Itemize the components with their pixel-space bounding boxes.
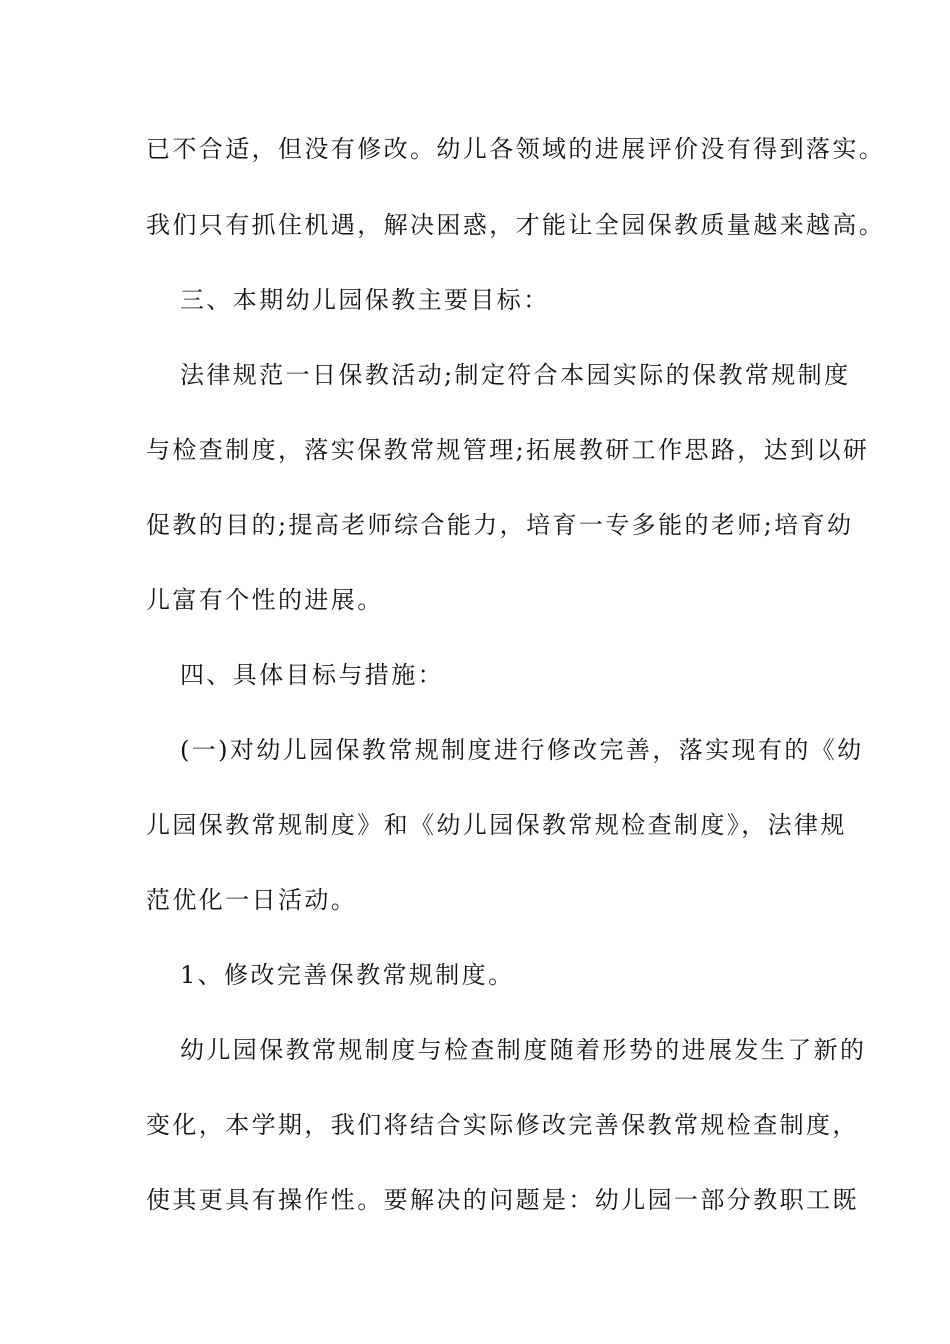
text-line: 已不合适，但没有修改。幼儿各领域的进展评价没有得到落实。 — [146, 135, 886, 163]
text-line: 变化，本学期，我们将结合实际修改完善保教常规检查制度， — [146, 1111, 859, 1139]
text-line: 促教的目的;提高老师综合能力，培育一专多能的老师;培育幼 — [146, 511, 854, 539]
section-heading: 三、本期幼儿园保教主要目标： — [180, 286, 550, 314]
text-line: 儿富有个性的进展。 — [146, 586, 384, 614]
text-line: 范优化一日活动。 — [146, 886, 358, 914]
text-line: 法律规范一日保教活动;制定符合本园实际的保教常规制度 — [180, 361, 851, 389]
text-line: (一)对幼儿园保教常规制度进行修改完善，落实现有的《幼 — [180, 736, 864, 764]
text-line: 幼儿园保教常规制度与检查制度随着形势的进展发生了新的 — [180, 1036, 867, 1064]
section-heading: 四、具体目标与措施： — [180, 661, 444, 689]
text-line: 与检查制度，落实保教常规管理;拓展教研工作思路，达到以研 — [146, 436, 870, 464]
text-line: 使其更具有操作性。要解决的问题是：幼儿园一部分教职工既 — [146, 1186, 859, 1214]
text-line: 儿园保教常规制度》和《幼儿园保教常规检查制度》，法律规 — [146, 811, 847, 839]
subsection-heading: 1、修改完善保教常规制度。 — [180, 961, 515, 989]
text-line: 我们只有抓住机遇，解决困惑，才能让全园保教质量越来越高。 — [146, 211, 886, 239]
